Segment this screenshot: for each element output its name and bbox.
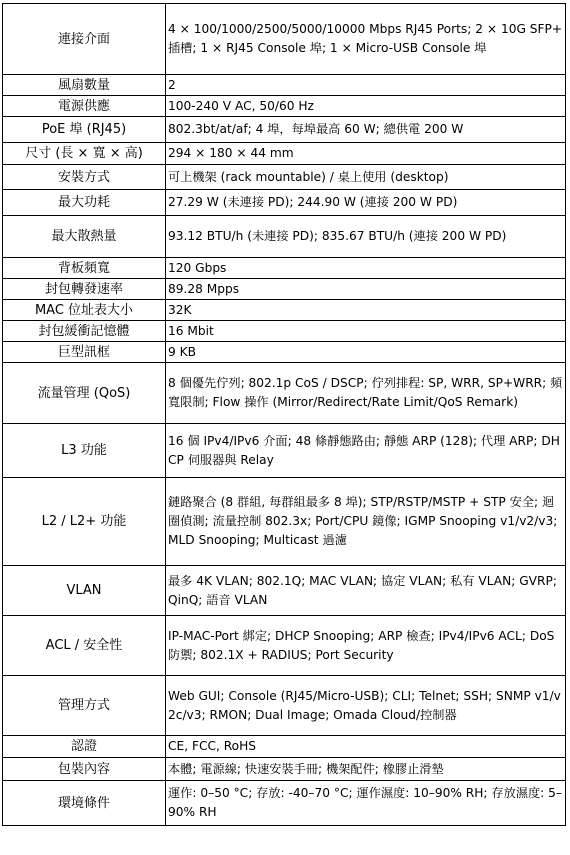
row-label: 背板頻寬 xyxy=(3,258,166,279)
row-label: 巨型訊框 xyxy=(3,342,166,363)
table-row xyxy=(3,143,566,165)
row-label: 封包轉發速率 xyxy=(3,279,166,300)
table-row xyxy=(3,321,566,342)
table-row xyxy=(3,342,566,363)
table-row xyxy=(3,216,566,258)
table-row xyxy=(3,190,566,216)
row-label: ACL / 安全性 xyxy=(3,616,166,676)
row-label: 連接介面 xyxy=(3,4,166,75)
row-value: 802.3bt/at/af; 4 埠，每埠最高 60 W; 總供電 200 W xyxy=(166,117,566,143)
table-row xyxy=(3,566,566,616)
row-value: 最多 4K VLAN; 802.1Q; MAC VLAN; 協定 VLAN; 私有 VLAN; GVRP; QinQ; 語音 VLAN xyxy=(166,566,566,616)
table-row xyxy=(3,258,566,279)
row-label: 安裝方式 xyxy=(3,165,166,190)
table-row xyxy=(3,279,566,300)
table-row xyxy=(3,758,566,781)
row-label: 尺寸 (長 × 寬 × 高) xyxy=(3,143,166,165)
row-value: 16 Mbit xyxy=(166,321,566,342)
row-label: L3 功能 xyxy=(3,424,166,478)
row-value: CE, FCC, RoHS xyxy=(166,736,566,758)
row-value: 89.28 Mpps xyxy=(166,279,566,300)
row-value: 294 × 180 × 44 mm xyxy=(166,143,566,165)
row-value: 32K xyxy=(166,300,566,321)
row-label: 最大功耗 xyxy=(3,190,166,216)
row-label: 認證 xyxy=(3,736,166,758)
row-value: 本體; 電源線; 快速安裝手冊; 機架配件; 橡膠止滑墊 xyxy=(166,758,566,781)
table-row xyxy=(3,165,566,190)
row-label: 環境條件 xyxy=(3,781,166,826)
row-value: 100-240 V AC, 50/60 Hz xyxy=(166,96,566,117)
table-row xyxy=(3,117,566,143)
table-row xyxy=(3,616,566,676)
row-value: 120 Gbps xyxy=(166,258,566,279)
table-row xyxy=(3,4,566,75)
row-label: PoE 埠 (RJ45) xyxy=(3,117,166,143)
row-label: 風扇數量 xyxy=(3,75,166,96)
row-value: Web GUI; Console (RJ45/Micro-USB); CLI; Telnet; SSH; SNMP v1/v2c/v3; RMON; Dual Image; Omada Cloud/控制器 xyxy=(166,676,566,736)
spec-table xyxy=(2,3,566,826)
row-value: 4 × 100/1000/2500/5000/10000 Mbps RJ45 Ports; 2 × 10G SFP+ 插槽; 1 × RJ45 Console 埠; 1 × Micro-USB Console 埠 xyxy=(166,4,566,75)
row-value: 可上機架 (rack mountable) / 桌上使用 (desktop) xyxy=(166,165,566,190)
row-label: 流量管理 (QoS) xyxy=(3,363,166,424)
table-row xyxy=(3,300,566,321)
table-row xyxy=(3,424,566,478)
row-label: VLAN xyxy=(3,566,166,616)
row-label: 電源供應 xyxy=(3,96,166,117)
row-label: 封包緩衝記憶體 xyxy=(3,321,166,342)
table-row xyxy=(3,363,566,424)
table-row xyxy=(3,676,566,736)
table-row xyxy=(3,736,566,758)
row-value: IP-MAC-Port 綁定; DHCP Snooping; ARP 檢查; IPv4/IPv6 ACL; DoS 防禦; 802.1X + RADIUS; Port Security xyxy=(166,616,566,676)
table-row xyxy=(3,781,566,826)
row-value: 運作: 0–50 °C; 存放: -40–70 °C; 運作濕度: 10–90% RH; 存放濕度: 5–90% RH xyxy=(166,781,566,826)
row-value: 9 KB xyxy=(166,342,566,363)
row-value: 8 個優先佇列; 802.1p CoS / DSCP; 佇列排程: SP, WRR, SP+WRR; 頻寬限制; Flow 操作 (Mirror/Redirect/Rate Limit/QoS Remark) xyxy=(166,363,566,424)
row-value: 鏈路聚合 (8 群組, 每群組最多 8 埠); STP/RSTP/MSTP + STP 安全; 迴圈偵測; 流量控制 802.3x; Port/CPU 鏡像; IGMP Snooping v1/v2/v3; MLD Snooping; Multicast 過濾 xyxy=(166,478,566,566)
row-label: MAC 位址表大小 xyxy=(3,300,166,321)
row-label: L2 / L2+ 功能 xyxy=(3,478,166,566)
row-label: 最大散熱量 xyxy=(3,216,166,258)
row-value: 27.29 W (未連接 PD); 244.90 W (連接 200 W PD) xyxy=(166,190,566,216)
row-value: 93.12 BTU/h (未連接 PD); 835.67 BTU/h (連接 200 W PD) xyxy=(166,216,566,258)
row-label: 管理方式 xyxy=(3,676,166,736)
table-row xyxy=(3,75,566,96)
row-label: 包裝內容 xyxy=(3,758,166,781)
row-value: 16 個 IPv4/IPv6 介面; 48 條靜態路由; 靜態 ARP (128); 代理 ARP; DHCP 伺服器與 Relay xyxy=(166,424,566,478)
table-row xyxy=(3,96,566,117)
row-value: 2 xyxy=(166,75,566,96)
table-row xyxy=(3,478,566,566)
